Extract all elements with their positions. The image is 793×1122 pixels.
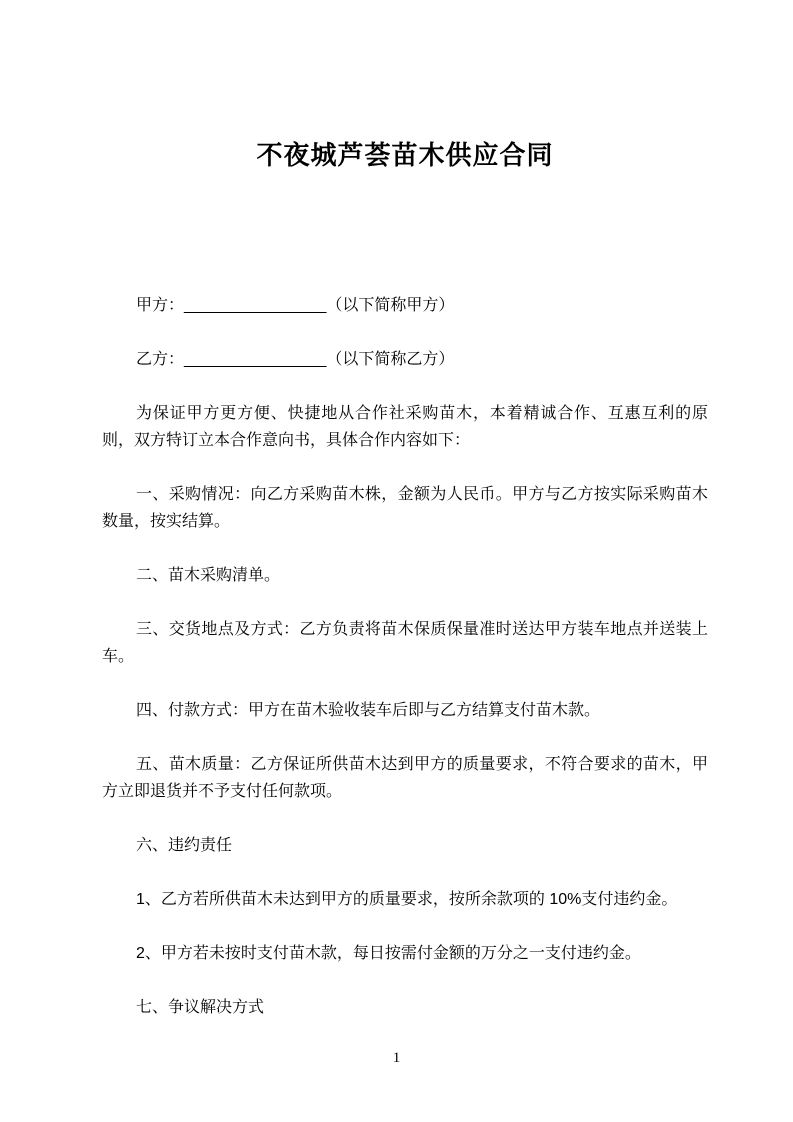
clause-4-payment: 四、付款方式：甲方在苗木验收装车后即与乙方结算支付苗木款。 — [136, 702, 601, 719]
party-b-suffix: （以下简称乙方） — [326, 351, 455, 368]
clause-6-item-2: 2、甲方若未按时支付苗木款，每日按需付金额的万分之一支付违约金。 — [136, 945, 641, 962]
clause-6-breach-heading: 六、违约责任 — [136, 837, 233, 854]
clause-5-quality: 五、苗木质量：乙方保证所供苗木达到甲方的质量要求，不符合要求的苗木，甲方立即退货并不予支付任何款项。 — [102, 756, 708, 800]
clause-6-item-1: 1、乙方若所供苗木未达到甲方的质量要求，按所余款项的 10%支付违约金。 — [136, 891, 678, 908]
party-b-label: 乙方： — [136, 351, 185, 368]
party-a-label: 甲方： — [136, 297, 185, 314]
paragraph-preamble: 为保证甲方更方便、快捷地从合作社采购苗木，本着精诚合作、互惠互利的原则，双方特订立本合作意向书，具体合作内容如下： — [102, 405, 708, 449]
party-b-line — [102, 346, 708, 373]
clause-1-purchase: 一、采购情况：向乙方采购苗木株，金额为人民币。甲方与乙方按实际采购苗木数量，按实结算。 — [102, 486, 708, 530]
clause-3-delivery: 三、交货地点及方式：乙方负责将苗木保质保量准时送达甲方装车地点并送装上车。 — [102, 621, 708, 665]
page-number: 1 — [392, 1050, 401, 1066]
document-title: 不夜城芦荟苗木供应合同 — [256, 140, 554, 170]
party-a-line — [102, 292, 708, 319]
party-a-suffix: （以下简称甲方） — [326, 297, 455, 314]
party-a-blank-field: ________________ — [184, 297, 327, 314]
party-b-blank-field: ________________ — [184, 351, 327, 368]
clause-7-dispute-heading: 七、争议解决方式 — [136, 999, 265, 1016]
clause-2-list: 二、苗木采购清单。 — [136, 567, 281, 584]
